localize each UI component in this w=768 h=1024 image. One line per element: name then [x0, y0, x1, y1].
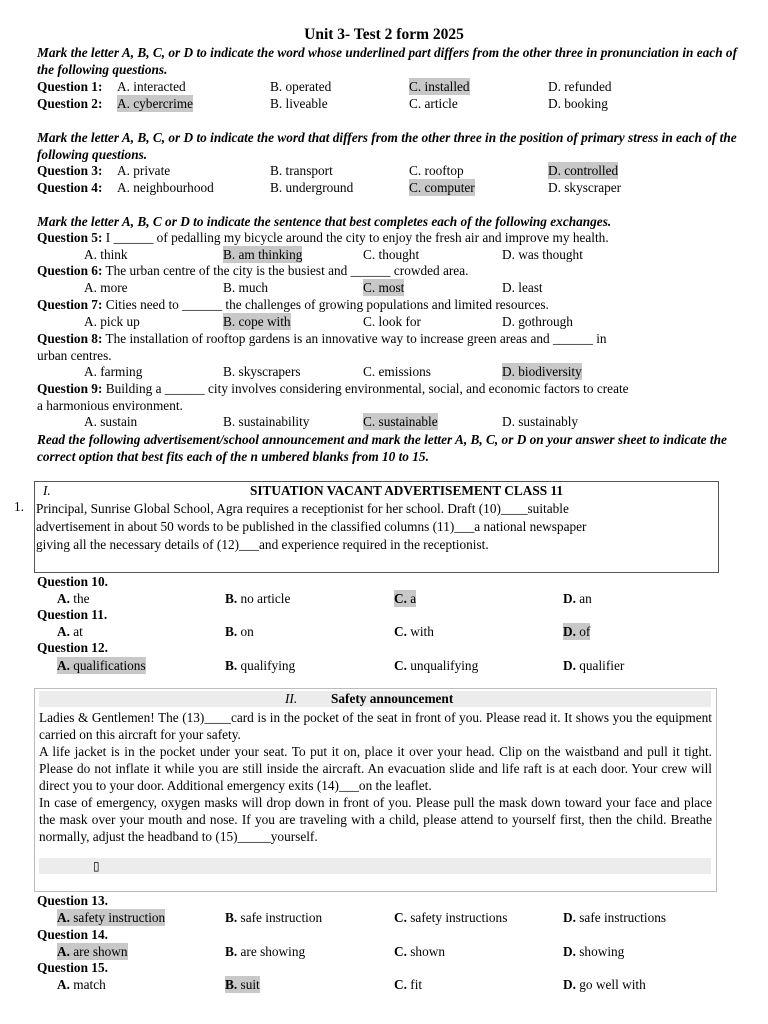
option-c[interactable]: C. shown — [394, 944, 445, 959]
option-d[interactable]: D. refunded — [548, 79, 612, 94]
option-d[interactable]: D. safe instructions — [563, 910, 667, 925]
question-9-options — [37, 413, 737, 430]
question-10-label: Question 10. — [37, 574, 108, 589]
page-title: Unit 3- Test 2 form 2025 — [304, 26, 464, 43]
option-b[interactable]: B. operated — [270, 79, 332, 94]
question-text: Cities need to ______ the challenges of growing populations and limited resources. — [102, 297, 549, 312]
option-b-selected[interactable]: B. suit — [225, 977, 260, 992]
option-a[interactable]: A. think — [84, 247, 128, 262]
section3-instruction: Mark the letter A, B, C or D to indicate the sentence that best completes each of the following exchanges. — [37, 214, 612, 229]
question-8-options — [37, 363, 737, 380]
option-d[interactable]: D. sustainably — [502, 414, 579, 429]
placeholder-glyph-icon: ▯ — [93, 859, 100, 873]
option-a-selected[interactable]: A. safety instruction — [57, 910, 166, 925]
option-d-selected[interactable]: D. of — [563, 624, 591, 639]
question-11-label: Question 11. — [37, 607, 108, 622]
advertisement-box — [34, 481, 719, 573]
option-b[interactable]: B. much — [223, 280, 269, 295]
passage-numeral: I. — [43, 483, 51, 498]
question-text: The installation of rooftop gardens is an innovative way to increase green areas and ______ in — [102, 331, 607, 346]
option-a-selected[interactable]: A. cybercrime — [117, 96, 194, 111]
option-d[interactable]: D. go well with — [563, 977, 646, 992]
option-c-selected[interactable]: C. installed — [409, 79, 470, 94]
option-a[interactable]: A. at — [57, 624, 83, 639]
option-c[interactable]: C. rooftop — [409, 163, 464, 178]
list-number: 1. — [14, 499, 24, 514]
option-c[interactable]: C. article — [409, 96, 458, 111]
passage-line: Principal, Sunrise Global School, Agra requires a receptionist for her school. Draft (10)____suitable — [36, 501, 569, 516]
section1-instruction: Mark the letter A, B, C, or D to indicate the word whose underlined part differs from the other three in pronunciation in each of the following questions. — [37, 45, 738, 77]
safety-announcement-box — [34, 688, 717, 892]
option-c-selected[interactable]: C. sustainable — [363, 414, 438, 429]
question-9-stem — [37, 380, 737, 397]
question-1 — [37, 78, 737, 95]
option-b[interactable]: B. safe instruction — [225, 910, 323, 925]
option-a-selected[interactable]: A. qualifications — [57, 658, 146, 673]
passage-body — [39, 709, 712, 845]
passage-heading: SITUATION VACANT ADVERTISEMENT CLASS 11 — [249, 483, 564, 498]
question-12-label: Question 12. — [37, 640, 108, 655]
question-label: Question 9: — [37, 381, 103, 396]
question-6-options — [37, 279, 737, 296]
option-a[interactable]: A. private — [117, 163, 171, 178]
option-a[interactable]: A. neighbourhood — [117, 180, 214, 195]
question-4 — [37, 179, 737, 196]
question-text: I ______ of pedalling my bicycle around the city to enjoy the fresh air and improve my health. — [102, 230, 609, 245]
question-13-options — [57, 909, 737, 926]
option-c[interactable]: C. safety instructions — [394, 910, 508, 925]
question-13-label: Question 13. — [37, 893, 108, 908]
option-b[interactable]: B. sustainability — [223, 414, 310, 429]
option-b[interactable]: B. are showing — [225, 944, 306, 959]
question-label: Question 4: — [37, 180, 103, 195]
question-14-label: Question 14. — [37, 927, 108, 942]
option-b-selected[interactable]: B. am thinking — [223, 247, 303, 262]
passage-numeral: II. — [285, 691, 298, 706]
question-12-options — [57, 657, 737, 674]
question-label: Question 2: — [37, 96, 103, 111]
section2-instruction: Mark the letter A, B, C, or D to indicate the word that differs from the other three in the position of primary stress in each of the following questions. — [37, 130, 737, 162]
question-label: Question 8: — [37, 331, 103, 346]
passage-body — [36, 500, 712, 554]
option-a[interactable]: A. match — [57, 977, 106, 992]
option-c[interactable]: C. fit — [394, 977, 423, 992]
question-14-options — [57, 943, 737, 960]
option-b-selected[interactable]: B. cope with — [223, 314, 291, 329]
passage-heading: Safety announcement — [331, 691, 454, 706]
option-c-selected[interactable]: C. computer — [409, 180, 475, 195]
option-b[interactable]: B. skyscrapers — [223, 364, 301, 379]
question-8-stem-cont — [37, 347, 737, 364]
question-label: Question 3: — [37, 163, 103, 178]
option-a[interactable]: A. sustain — [84, 414, 138, 429]
question-8-stem — [37, 330, 737, 347]
question-5-stem — [37, 229, 737, 246]
question-text: Building a ______ city involves considering environmental, social, and economic factors to create — [102, 381, 629, 396]
option-d-selected[interactable]: D. controlled — [548, 163, 619, 178]
question-3 — [37, 162, 737, 179]
option-c[interactable]: C. emissions — [363, 364, 431, 379]
passage-line: giving all the necessary details of (12)___and experience required in the receptionist. — [36, 537, 489, 552]
option-d[interactable]: D. least — [502, 280, 543, 295]
question-label: Question 1: — [37, 79, 103, 94]
question-15-label: Question 15. — [37, 960, 108, 975]
question-15-options — [57, 976, 737, 993]
option-c[interactable]: C. unqualifying — [394, 658, 479, 673]
option-a[interactable]: A. interacted — [117, 79, 186, 94]
question-text-cont: urban centres. — [37, 348, 112, 363]
passage-paragraph: A life jacket is in the pocket under your seat. To put it on, place it over your head. Clip on the waistband and pull it tight. Please do not inflate it while you are still inside the aircraft. An evacuation slide and life raft is at each door. Your crew will direct you to your door. Additional emergency exits (14)___on the leaflet. — [39, 744, 712, 793]
question-text-cont: a harmonious environment. — [37, 398, 183, 413]
option-b[interactable]: B. transport — [270, 163, 333, 178]
question-label: Question 7: — [37, 297, 103, 312]
option-c-selected[interactable]: C. most — [363, 280, 405, 295]
option-c[interactable]: C. look for — [363, 314, 421, 329]
option-a[interactable]: A. the — [57, 591, 90, 606]
option-b[interactable]: B. no article — [225, 591, 291, 606]
option-a[interactable]: A. more — [84, 280, 128, 295]
option-c[interactable]: C. with — [394, 624, 434, 639]
option-d[interactable]: D. showing — [563, 944, 625, 959]
section4-instruction: Read the following advertisement/school announcement and mark the letter A, B, C, or D on your answer sheet to indicate the correct option that best fits each of the n umbered blanks from 10 to 15. — [37, 432, 727, 464]
option-d[interactable]: D. qualifier — [563, 658, 625, 673]
question-9-stem-cont — [37, 397, 737, 414]
option-b[interactable]: B. underground — [270, 180, 354, 195]
option-d[interactable]: D. an — [563, 591, 592, 606]
option-c-selected[interactable]: C. a — [394, 591, 417, 606]
question-10-options — [57, 590, 737, 607]
question-text: The urban centre of the city is the busiest and ______ crowded area. — [102, 263, 469, 278]
option-b[interactable]: B. liveable — [270, 96, 328, 111]
option-b[interactable]: B. on — [225, 624, 254, 639]
option-d[interactable]: D. skyscraper — [548, 180, 622, 195]
option-a[interactable]: A. farming — [84, 364, 143, 379]
question-label: Question 5: — [37, 230, 103, 245]
option-b[interactable]: B. qualifying — [225, 658, 296, 673]
question-7-options — [37, 313, 737, 330]
option-c[interactable]: C. thought — [363, 247, 420, 262]
option-d[interactable]: D. was thought — [502, 247, 583, 262]
option-d[interactable]: D. booking — [548, 96, 608, 111]
option-a-selected[interactable]: A. are shown — [57, 944, 128, 959]
passage-paragraph: Ladies & Gentlemen! The (13)____card is in the pocket of the seat in front of you. Please read it. It shows you the equipment carried on this aircraft for your safety. — [39, 710, 712, 742]
question-label: Question 6: — [37, 263, 103, 278]
question-11-options — [57, 623, 737, 640]
passage-line: advertisement in about 50 words to be published in the classified columns (11)___a national newspaper — [36, 519, 587, 534]
question-5-options — [37, 246, 737, 263]
option-d[interactable]: D. gothrough — [502, 314, 573, 329]
option-d-selected[interactable]: D. biodiversity — [502, 364, 582, 379]
option-a[interactable]: A. pick up — [84, 314, 140, 329]
question-6-stem — [37, 262, 737, 279]
question-7-stem — [37, 296, 737, 313]
passage-paragraph: In case of emergency, oxygen masks will drop down in front of you. Please pull the mask down toward your face and place the mask over your mouth and nose. If you are traveling with a child, please attend to yourself first, then the child. Breathe normally, adjust the headband to (15)_____yourself. — [39, 795, 712, 844]
question-2 — [37, 95, 737, 112]
